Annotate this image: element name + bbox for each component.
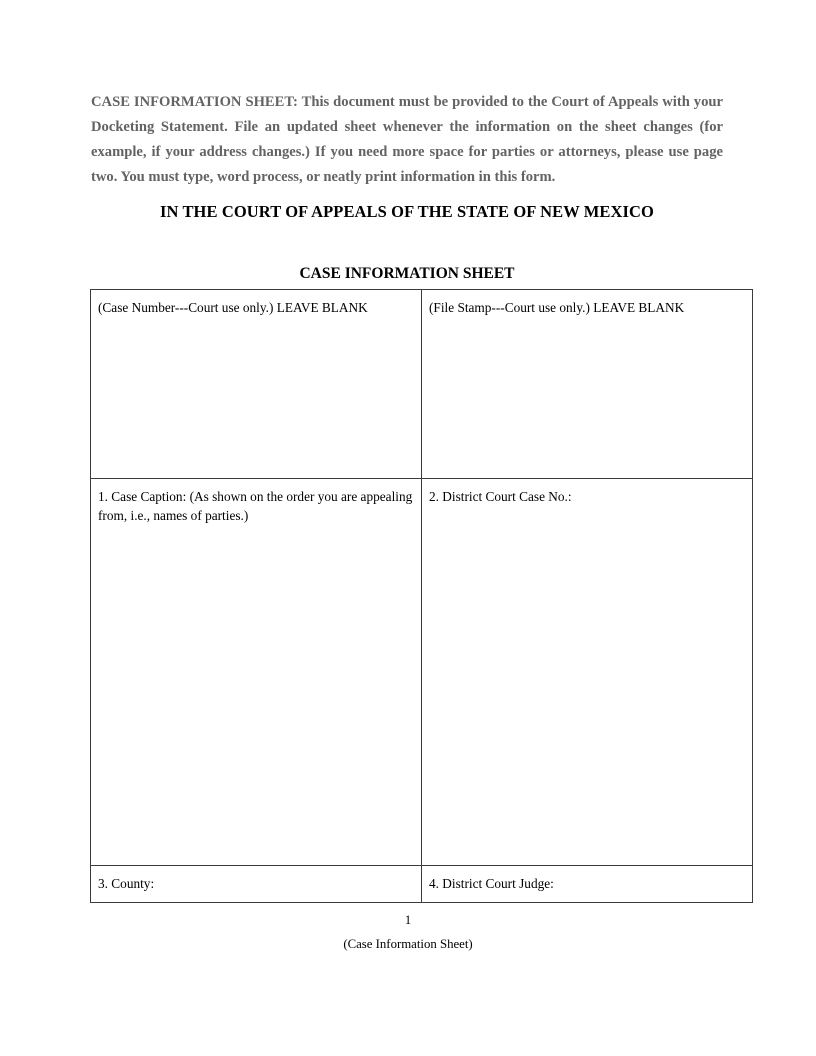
form-heading: CASE INFORMATION SHEET — [299, 265, 515, 282]
district-court-case-no-cell[interactable] — [422, 479, 753, 866]
table-row — [91, 866, 753, 903]
footer-label: (Case Information Sheet) — [343, 937, 473, 951]
district-court-case-no-label: 2. District Court Case No.: — [429, 489, 572, 504]
table-row — [91, 290, 753, 479]
case-number-label: (Case Number---Court use only.) LEAVE BLANK — [98, 300, 368, 315]
county-cell[interactable] — [91, 866, 422, 903]
page-number: 1 — [404, 913, 412, 927]
county-label: 3. County: — [98, 876, 155, 891]
case-information-table — [90, 289, 753, 903]
case-caption-cell[interactable] — [91, 479, 422, 866]
intro-paragraph: CASE INFORMATION SHEET: This document must be provided to the Court of Appeals with your Docketing Statement. File an updated sheet whenever the information on the sheet changes (for example, if your address changes.) If you need more space for parties or attorneys, please use page two. You must type, word process, or neatly print information in this form. — [91, 94, 723, 185]
district-court-judge-label: 4. District Court Judge: — [429, 876, 554, 891]
file-stamp-label: (File Stamp---Court use only.) LEAVE BLANK — [429, 300, 685, 315]
case-caption-label: 1. Case Caption: (As shown on the order you are appealing from, i.e., names of parties.) — [98, 489, 413, 523]
district-court-judge-cell[interactable] — [422, 866, 753, 903]
file-stamp-cell[interactable] — [422, 290, 753, 479]
table-row — [91, 479, 753, 866]
court-heading: IN THE COURT OF APPEALS OF THE STATE OF NEW MEXICO — [159, 202, 654, 221]
case-number-cell[interactable] — [91, 290, 422, 479]
